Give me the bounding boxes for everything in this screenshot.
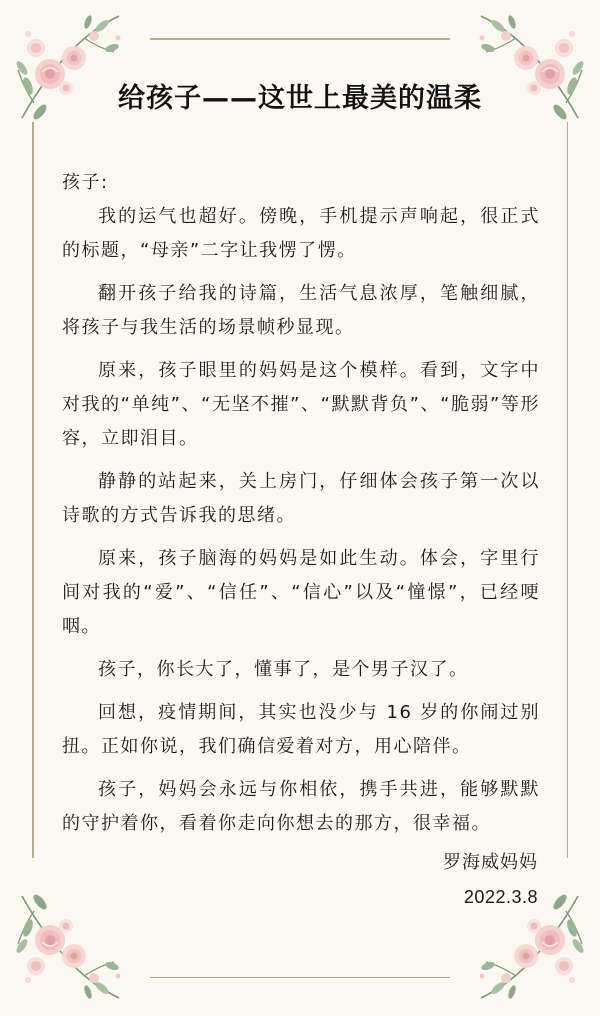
letter-paragraph: 孩子，妈妈会永远与你相依，携手共进，能够默默的守护着你，看着你走向你想去的那方，很幸福。	[62, 779, 540, 834]
border-top-line	[150, 38, 450, 40]
letter-paragraph: 孩子，你长大了，懂事了，是个男子汉了。	[98, 659, 469, 680]
letter-paragraph: 回想，疫情期间，其实也没少与 16 岁的你闹过别扭。正如你说，我们确信爱着对方，用心陪伴。	[62, 702, 540, 757]
letter-paragraph: 我的运气也超好。傍晚，手机提示声响起，很正式的标题，“母亲”二字让我愣了愣。	[62, 206, 540, 261]
signature-name: 罗海威妈妈	[443, 852, 538, 873]
letter-paragraph: 原来，孩子脑海的妈妈是如此生动。体会，字里行间对我的“爱”、“信任”、“信心”以及“憧憬”，已经哽咽。	[62, 548, 540, 637]
letter-title: 给孩子——这世上最美的温柔	[118, 83, 482, 114]
signature-date: 2022.3.8	[463, 887, 538, 907]
letter-body	[62, 166, 540, 850]
letter-salutation: 孩子:	[62, 172, 109, 193]
border-left-line	[32, 122, 34, 858]
letter-paragraph: 翻开孩子给我的诗篇，生活气息浓厚，笔触细腻，将孩子与我生活的场景帧秒显现。	[62, 283, 540, 338]
letter-paragraph: 静静的站起来，关上房门，仔细体会孩子第一次以诗歌的方式告诉我的思绪。	[62, 471, 540, 526]
border-right-line	[567, 122, 569, 858]
letter-signature	[338, 846, 538, 914]
letter-paragraph: 原来，孩子眼里的妈妈是这个模样。看到，文字中对我的“单纯”、“无坚不摧”、“默默背负”、“脆弱”等形容，立即泪目。	[62, 360, 540, 449]
border-bottom-line	[150, 977, 450, 979]
rose-bouquet-icon	[14, 886, 134, 1006]
